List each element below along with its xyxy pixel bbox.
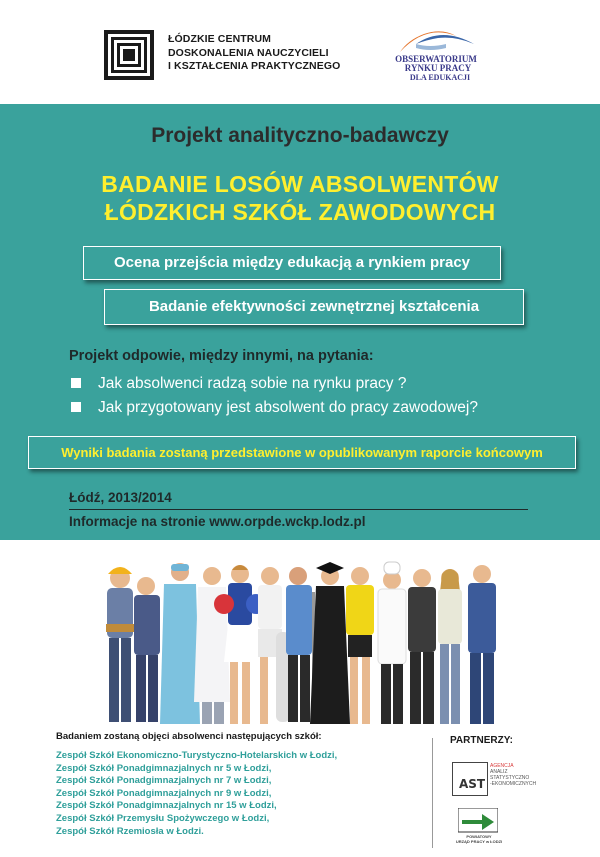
- schools-intro: Badaniem zostaną objęci absolwenci następujących szkół:: [56, 731, 322, 742]
- school-item: Zespół Szkół Ponadgimnazjalnych nr 7 w Łodzi,: [56, 775, 272, 787]
- square-bullet-icon: [71, 378, 81, 388]
- school-item: Zespół Szkół Ponadgimnazjalnych nr 9 w Łodzi,: [56, 787, 272, 799]
- page-title: [0, 170, 600, 226]
- ast-name-line: AGENCJA: [490, 763, 514, 769]
- ast-mark-text: AST: [459, 777, 486, 791]
- ast-name-line: ANALIZ: [490, 769, 508, 775]
- goal-box-efficiency: Badanie efektywności zewnętrznej kształcenia: [104, 289, 524, 325]
- questions-heading: Projekt odpowie, między innymi, na pytania:: [69, 348, 374, 364]
- ast-partner-name: [490, 763, 536, 787]
- ast-name-line: STATYSTYCZNO: [490, 775, 530, 781]
- school-item: Zespół Szkół Ponadgimnazjalnych nr 15 w Łodzi,: [56, 800, 277, 812]
- header: [0, 0, 600, 104]
- org-name-line: DOSKONALENIA NAUCZYCIELI: [168, 46, 329, 59]
- question-text: Jak absolwenci radzą sobie na rynku pracy ?: [98, 375, 407, 392]
- question-item: [71, 375, 406, 393]
- org-name-line: ŁÓDZKIE CENTRUM: [168, 33, 271, 45]
- school-item: Zespół Szkół Ekonomiczno-Turystyczno-Hotelarskich w Łodzi,: [56, 750, 338, 761]
- school-item: Zespół Szkół Rzemiosła w Łodzi.: [56, 825, 204, 837]
- nested-square-icon: [104, 30, 154, 80]
- school-item: Zespół Szkół Ponadgimnazjalnych nr 5 w Łodzi,: [56, 762, 272, 774]
- labour-office-line: POWIATOWY: [466, 834, 492, 839]
- square-bullet-icon: [71, 402, 81, 412]
- partners-heading: PARTNERZY:: [450, 735, 513, 746]
- goal-box-transition: Ocena przejścia między edukacją a rynkiem pracy: [83, 246, 501, 280]
- place-date: Łódź, 2013/2014: [69, 490, 172, 505]
- workers-group-illustration: [98, 552, 508, 728]
- result-box: Wyniki badania zostaną przedstawione w opublikowanym raporcie końcowym: [28, 436, 576, 469]
- observatory-logo-line: RYNKU PRACY: [404, 63, 472, 73]
- observatory-logo-line: DLA EDUKACJI: [409, 73, 471, 82]
- schools-list: [56, 750, 337, 838]
- title-line: BADANIE LOSÓW ABSOLWENTÓW: [101, 171, 499, 197]
- partners-divider: [432, 738, 433, 848]
- question-item: [71, 399, 478, 417]
- school-item: Zespół Szkół Przemysłu Spożywczego w Łodzi,: [56, 812, 270, 824]
- labour-office-name: [455, 834, 503, 844]
- ast-name-line: -EKONOMICZNYCH: [490, 781, 537, 787]
- ast-partner-logo: [452, 760, 552, 800]
- observatory-logo-line: OBSERWATORIUM: [395, 54, 477, 64]
- observatory-logo-icon: [386, 22, 486, 88]
- title-line: ŁÓDZKICH SZKÓŁ ZAWODOWYCH: [104, 199, 496, 225]
- question-text: Jak przygotowany jest absolwent do pracy zawodowej?: [98, 399, 478, 416]
- website-info: Informacje na stronie www.orpde.wckp.lodz.pl: [69, 514, 366, 529]
- org-name-line: I KSZTAŁCENIA PRAKTYCZNEGO: [168, 60, 341, 72]
- labour-office-line: URZĄD PRACY w ŁODZI: [455, 839, 503, 844]
- page-subtitle: Projekt analityczno-badawczy: [151, 124, 449, 147]
- divider-line: [69, 509, 528, 510]
- ast-mark-icon: [452, 762, 488, 796]
- organization-name: [168, 33, 340, 74]
